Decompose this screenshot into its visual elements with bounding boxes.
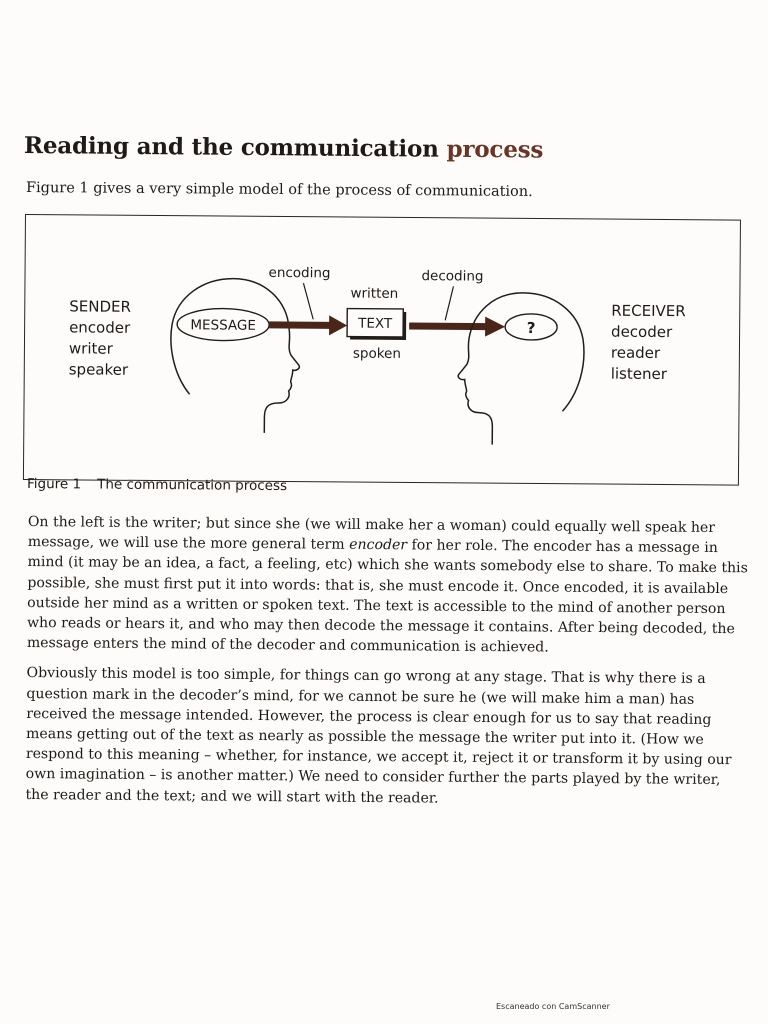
encoding-arrow-head	[329, 315, 347, 335]
text-label: TEXT	[358, 315, 393, 332]
body-text	[25, 512, 750, 821]
decoding-pointer	[445, 286, 453, 320]
written-label: written	[350, 285, 399, 302]
writer-label: writer	[68, 339, 113, 358]
decoding-arrow-head	[485, 317, 505, 337]
spoken-label: spoken	[352, 345, 402, 362]
speaker-label: speaker	[68, 360, 129, 379]
paragraph-1-start: On the left is the writer; but since she (we will make her a woman) could equally well speak her message, we will use the more general term	[27, 513, 716, 554]
paragraph-2: Obviously this model is too simple, for things can go wrong at any stage. That is why there is a question mark in the decoder’s mind, for we cannot be sure he (we will make him a man) has received the message intended. However, the process is clear enough for us to say that reading means getting out of the text as nearly as possible the message the writer put into it. (How we respond to this meaning – whether, for instance, we accept it, reject it or transform it by using our own imagination – is another matter.) We need to consider further the parts played by the writer, the reader and the text; and we will start with the reader.	[25, 665, 732, 807]
scanner-watermark: Escaneado con CamScanner	[496, 1002, 610, 1011]
decoder-label: decoder	[611, 322, 673, 342]
figure-1	[23, 214, 741, 486]
paragraph-1-end: for her role. The encoder has a message in mind (it may be an idea, a fact, a feeling, etc) which she wants somebody else to share. To make this possible, she must first put it into words: that is, she must encode it. Once encoded, it is available outside her mind as a written or spoken text. The text is accessible to the mind of another person who reads or hears it, and who may then decode the message it contains. After being decoded, the message enters the mind of the decoder and communication is achieved.	[26, 537, 748, 656]
receiver-label: RECEIVER	[611, 301, 686, 321]
decoding-arrow-shaft	[409, 326, 487, 327]
message-label: MESSAGE	[190, 317, 256, 334]
question-mark: ?	[526, 318, 536, 338]
paragraph-1-term: encoder	[349, 537, 408, 554]
encoding-label: encoding	[268, 264, 331, 282]
paragraph-1	[27, 512, 750, 660]
section-title	[24, 132, 543, 164]
section-title-accent: process	[446, 135, 544, 164]
caption-number: Figure 1	[26, 476, 82, 493]
encoding-pointer	[303, 283, 313, 319]
intro-sentence: Figure 1 gives a very simple model of the process of communication.	[25, 180, 533, 200]
communication-diagram	[24, 215, 742, 487]
section-title-main: Reading and the communication	[23, 132, 439, 163]
listener-label: listener	[610, 364, 668, 384]
caption-text: The communication process	[97, 476, 288, 495]
figure-caption	[27, 476, 287, 494]
sender-head	[170, 278, 300, 433]
sender-label: SENDER	[69, 297, 132, 316]
encoder-label: encoder	[69, 318, 131, 337]
reader-label: reader	[610, 343, 661, 362]
decoding-label: decoding	[421, 268, 484, 285]
